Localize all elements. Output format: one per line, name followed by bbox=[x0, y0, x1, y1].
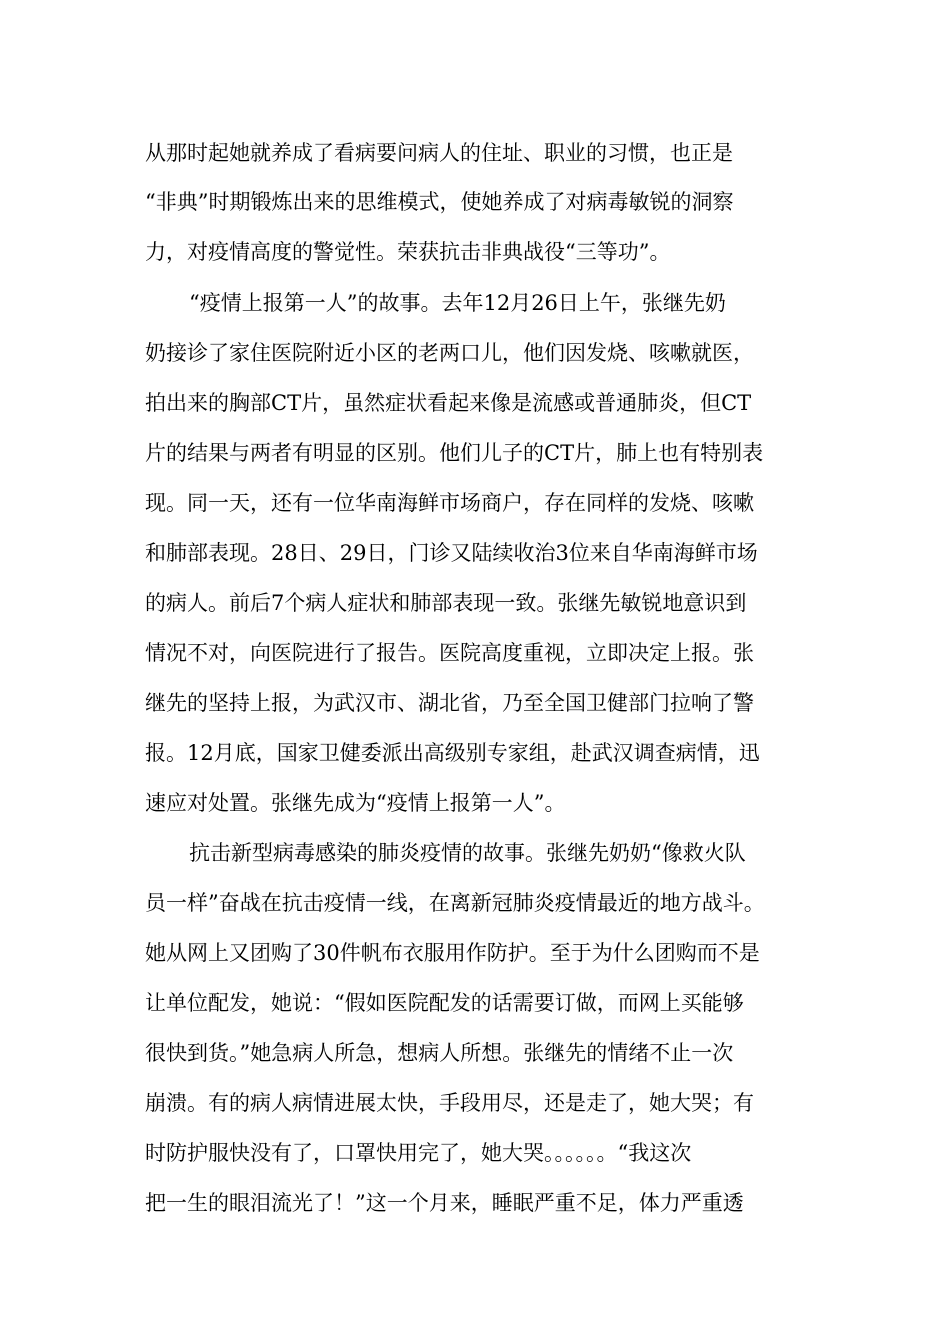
line-text: 情况不对，向医院进行了报告。医院高度重视，立即决定上报。张 bbox=[145, 641, 754, 665]
text-line bbox=[0, 383, 950, 423]
line-text: “非典”时期锻炼出来的思维模式，使她养成了对病毒敏锐的洞察 bbox=[145, 190, 734, 214]
text-line bbox=[0, 683, 950, 723]
line-text: 的病人。前后7个病人症状和肺部表现一致。张继先敏锐地意识到 bbox=[145, 591, 747, 615]
paragraph-first-line: 抗击新型病毒感染的肺炎疫情的故事。张继先奶奶“像救火队 bbox=[189, 841, 746, 865]
text-line bbox=[0, 1183, 950, 1223]
line-text: 拍出来的胸部CT片，虽然症状看起来像是流感或普通肺炎，但CT bbox=[145, 391, 752, 415]
line-text: 奶接诊了家住医院附近小区的老两口儿，他们因发烧、咳嗽就医， bbox=[145, 341, 754, 365]
text-line bbox=[0, 833, 950, 873]
text-line bbox=[0, 583, 950, 623]
text-line bbox=[0, 333, 950, 373]
text-line bbox=[0, 983, 950, 1023]
text-line bbox=[0, 783, 950, 823]
line-text: 员一样”奋战在抗击疫情一线，在离新冠肺炎疫情最近的地方战斗。 bbox=[145, 891, 765, 915]
line-text: 报。12月底，国家卫健委派出高级别专家组，赴武汉调查病情，迅 bbox=[145, 741, 760, 765]
line-text: 继先的坚持上报，为武汉市、湖北省，乃至全国卫健部门拉响了警 bbox=[145, 691, 754, 715]
line-text: 她从网上又团购了30件帆布衣服用作防护。至于为什么团购而不是 bbox=[145, 941, 760, 965]
paragraph-first-line: “疫情上报第一人”的故事。去年12月26日上午，张继先奶 bbox=[189, 291, 726, 315]
line-text: 时防护服快没有了，口罩快用完了，她大哭。。。。。。“我这次 bbox=[145, 1141, 692, 1165]
text-line bbox=[0, 883, 950, 923]
line-text: 把一生的眼泪流光了！”这一个月来，睡眠严重不足，体力严重透 bbox=[145, 1191, 744, 1215]
text-line bbox=[0, 232, 950, 272]
line-text: 速应对处置。张继先成为“疫情上报第一人”。 bbox=[145, 791, 566, 815]
text-line bbox=[0, 182, 950, 222]
line-text: 片的结果与两者有明显的区别。他们儿子的CT片，肺上也有特别表 bbox=[145, 441, 764, 465]
text-line bbox=[0, 733, 950, 773]
text-line bbox=[0, 283, 950, 323]
text-line bbox=[0, 633, 950, 673]
text-line bbox=[0, 433, 950, 473]
text-line bbox=[0, 1033, 950, 1073]
line-text: 崩溃。有的病人病情进展太快，手段用尽，还是走了，她大哭；有 bbox=[145, 1091, 754, 1115]
text-line bbox=[0, 133, 950, 173]
text-line bbox=[0, 533, 950, 573]
line-text: 现。同一天，还有一位华南海鲜市场商户，存在同样的发烧、咳嗽 bbox=[145, 491, 754, 515]
line-text: 力，对疫情高度的警觉性。荣获抗击非典战役“三等功”。 bbox=[145, 240, 671, 264]
text-line bbox=[0, 1083, 950, 1123]
line-text: 很快到货。”她急病人所急，想病人所想。张继先的情绪不止一次 bbox=[145, 1041, 734, 1065]
text-line bbox=[0, 1133, 950, 1173]
line-text: 从那时起她就养成了看病要问病人的住址、职业的习惯，也正是 bbox=[145, 141, 733, 165]
text-line bbox=[0, 483, 950, 523]
line-text: 让单位配发，她说：“假如医院配发的话需要订做，而网上买能够 bbox=[145, 991, 744, 1015]
line-text: 和肺部表现。28日、29日，门诊又陆续收治3位来自华南海鲜市场 bbox=[145, 541, 758, 565]
text-line bbox=[0, 933, 950, 973]
